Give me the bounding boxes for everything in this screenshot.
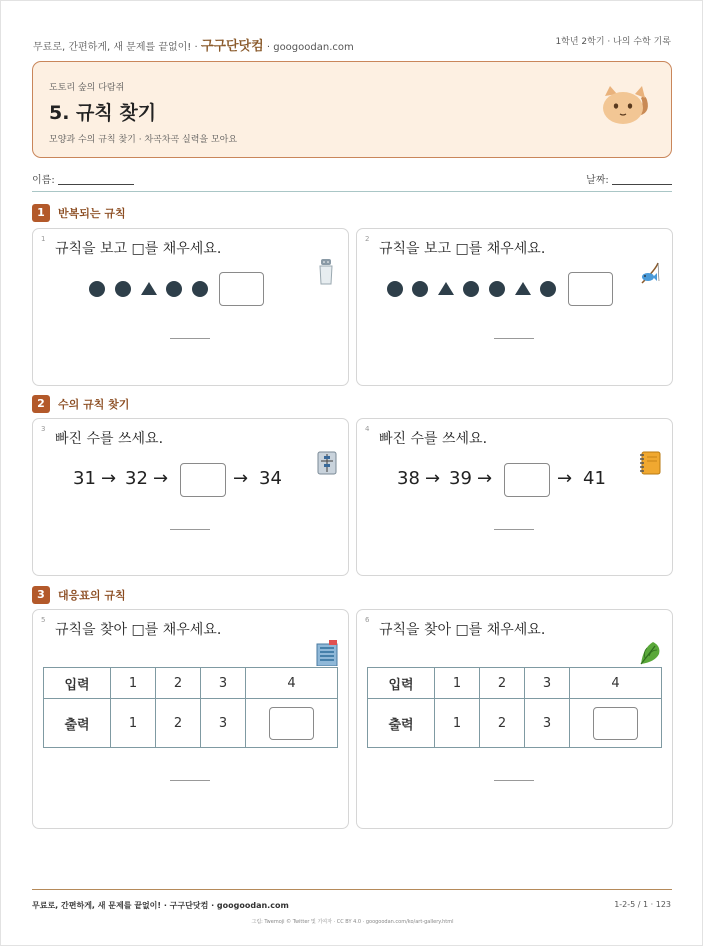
table-answer-cell: [570, 699, 662, 748]
problem-instruction: 규칙을 보고 □를 채우세요.: [55, 241, 222, 257]
table-header-input: 입력: [44, 668, 111, 699]
header-tagline: [33, 35, 354, 54]
table-cell: 1: [111, 699, 156, 748]
table-row: [44, 699, 338, 748]
answer-line[interactable]: [170, 780, 210, 781]
table-header-output: 출력: [44, 699, 111, 748]
table-cell: 3: [201, 699, 246, 748]
sequence-number: 31: [73, 468, 96, 489]
footer-tagline: 무료로, 간편하게, 새 문제를 끝없이! · 구구단닷컴 · googoodan.com: [32, 901, 289, 910]
section-1-header: [32, 204, 126, 222]
arrow: →: [233, 468, 249, 489]
problem-card-4: [356, 418, 673, 576]
sequence-number: 34: [259, 468, 282, 489]
problem-number: 2: [365, 235, 370, 243]
pattern-circle: [540, 281, 556, 297]
image-credit: 그림: Twemoji © Twitter 및 기여자 · CC BY 4.0 · googoodan.com/ko/art-gallery.html: [251, 919, 454, 925]
table-cell: 1: [435, 668, 480, 699]
problem-card-3: [32, 418, 349, 576]
pattern-circle: [387, 281, 403, 297]
section-3-header: [32, 586, 126, 604]
pattern-circle: [89, 281, 105, 297]
number-sequence: [73, 463, 333, 497]
arrow: →: [425, 468, 441, 489]
answer-box[interactable]: [504, 463, 550, 497]
site-text: · googoodan.com: [266, 42, 354, 53]
answer-line[interactable]: [494, 529, 534, 530]
problem-card-6: [356, 609, 673, 829]
course-label: 1학년 2학기 · 나의 수학 기록: [555, 37, 671, 47]
section-number: 1: [32, 204, 50, 222]
footer-divider: [32, 889, 672, 890]
page-code: 1-2-5 / 1 · 123: [614, 900, 671, 909]
table-cell: 2: [480, 668, 525, 699]
sequence-number: 39: [449, 468, 472, 489]
problem-number: 3: [41, 425, 46, 433]
pattern-circle: [115, 281, 131, 297]
problem-instruction: 빠진 수를 쓰세요.: [55, 431, 164, 447]
table-cell: 3: [525, 668, 570, 699]
problem-number: 5: [41, 616, 46, 624]
banner-subtitle: 도토리 숲의 다람쥐: [49, 83, 125, 93]
io-table: [367, 667, 662, 748]
table-cell: 4: [570, 668, 662, 699]
section-2-header: [32, 395, 129, 413]
pattern-circle: [463, 281, 479, 297]
chapter-banner: [32, 61, 672, 158]
section-number: 2: [32, 395, 50, 413]
pattern-triangle: [141, 282, 157, 295]
pattern-circle: [192, 281, 208, 297]
table-cell: 4: [246, 668, 338, 699]
problem-number: 4: [365, 425, 370, 433]
answer-box[interactable]: [269, 707, 314, 740]
section-title: 대응표의 규칙: [58, 589, 126, 602]
problem-instruction: 빠진 수를 쓰세요.: [379, 431, 488, 447]
table-row: [368, 699, 662, 748]
table-cell: 2: [156, 668, 201, 699]
problem-instruction: 규칙을 찾아 □를 채우세요.: [55, 622, 222, 638]
name-blank[interactable]: [58, 184, 134, 185]
banner-description: 모양과 수의 규칙 찾기 · 차곡차곡 실력을 모아요: [49, 135, 238, 145]
answer-box[interactable]: [219, 272, 264, 306]
problem-card-1: [32, 228, 349, 386]
table-cell: 3: [201, 668, 246, 699]
table-cell: 2: [480, 699, 525, 748]
table-cell: 1: [435, 699, 480, 748]
arrow: →: [101, 468, 117, 489]
section-title: 수의 규칙 찾기: [58, 398, 130, 411]
sequence-number: 38: [397, 468, 420, 489]
sequence-number: 32: [125, 468, 148, 489]
tagline-text: 무료로, 간편하게, 새 문제를 끝없이! ·: [33, 42, 198, 53]
answer-line[interactable]: [494, 338, 534, 339]
section-title: 반복되는 규칙: [58, 207, 126, 220]
leafy-green-icon: [639, 640, 663, 666]
answer-line[interactable]: [170, 529, 210, 530]
problem-number: 6: [365, 616, 370, 624]
table-row: [368, 668, 662, 699]
io-table: [43, 667, 338, 748]
cat-face-icon: [601, 86, 651, 128]
office-building-icon: [315, 640, 339, 666]
brand-name: 구구단닷컴: [200, 39, 264, 54]
pattern-triangle: [515, 282, 531, 295]
answer-box[interactable]: [180, 463, 226, 497]
table-header-input: 입력: [368, 668, 435, 699]
table-cell: 3: [525, 699, 570, 748]
table-cell: 2: [156, 699, 201, 748]
name-label: 이름:: [32, 175, 55, 186]
arrow: →: [557, 468, 573, 489]
pattern-circle: [412, 281, 428, 297]
date-field[interactable]: [586, 171, 672, 186]
page-title: 5. 규칙 찾기: [49, 102, 157, 124]
number-sequence: [397, 463, 657, 497]
pattern-circle: [166, 281, 182, 297]
pattern-circle: [489, 281, 505, 297]
date-label: 날짜:: [586, 175, 609, 186]
sequence-number: 41: [583, 468, 606, 489]
answer-box[interactable]: [568, 272, 613, 306]
table-answer-cell: [246, 699, 338, 748]
answer-box[interactable]: [593, 707, 638, 740]
problem-number: 1: [41, 235, 46, 243]
arrow: →: [477, 468, 493, 489]
shape-pattern: [387, 272, 667, 306]
problem-instruction: 규칙을 찾아 □를 채우세요.: [379, 622, 546, 638]
answer-line[interactable]: [170, 338, 210, 339]
section-number: 3: [32, 586, 50, 604]
table-header-output: 출력: [368, 699, 435, 748]
problem-card-2: [356, 228, 673, 386]
answer-line[interactable]: [494, 780, 534, 781]
problem-instruction: 규칙을 보고 □를 채우세요.: [379, 241, 546, 257]
shape-pattern: [89, 272, 329, 306]
name-field[interactable]: [32, 171, 134, 186]
pattern-triangle: [438, 282, 454, 295]
problem-card-5: [32, 609, 349, 829]
table-cell: 1: [111, 668, 156, 699]
arrow: →: [153, 468, 169, 489]
name-date-row: [32, 171, 672, 192]
date-blank[interactable]: [612, 184, 672, 185]
table-row: [44, 668, 338, 699]
